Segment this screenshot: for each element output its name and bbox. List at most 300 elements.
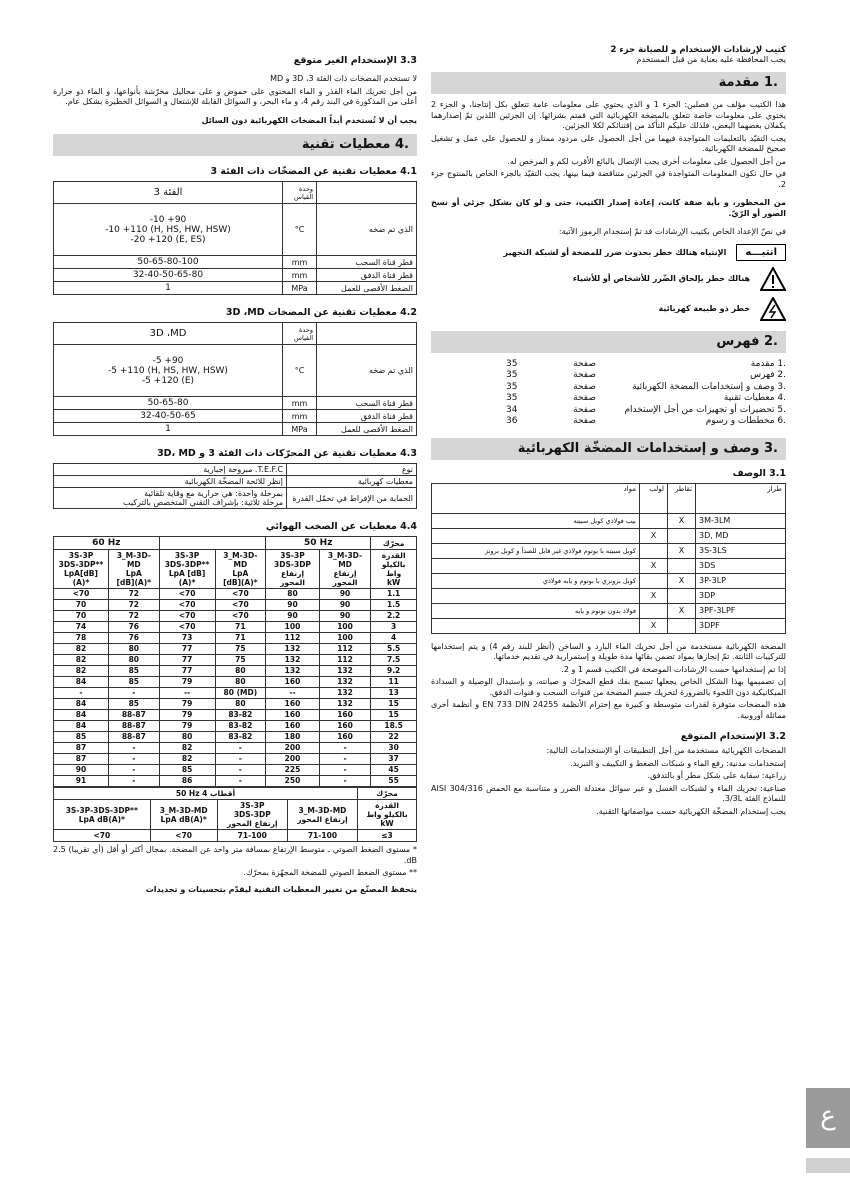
- value-cell: <70: [215, 611, 266, 622]
- material-cell: كوبل برونزي با بوتوم و يابه فولاذي: [432, 573, 640, 588]
- temperature-range: -5 +110 (H, HS, HW, HSW): [108, 365, 228, 376]
- section-4-4-heading: 4.4 معطيات عن الصخب الهوائي: [265, 521, 417, 532]
- section-3-1-heading: 3.1 الوصف: [732, 467, 786, 479]
- toc-label: .6 مخططات و رسوم: [705, 416, 786, 426]
- intro-paragraph: يجب التقيّد بالتعليمات المتواجدة فيهما من أجل الحصول على مردود ممتاز و للحصول على عمل و تشغيل صحيح للمضخة الكهربائية.: [431, 133, 786, 153]
- frequency-header: 60 Hz: [54, 537, 160, 550]
- column-header: القدرة بالكيلو واط kW: [371, 550, 417, 589]
- danger-icon: [760, 267, 786, 291]
- unit-cell: mm: [283, 410, 317, 423]
- warning-electric: [431, 297, 786, 321]
- table-row: [54, 269, 417, 282]
- toc-item[interactable]: [431, 382, 786, 394]
- unit-cell: MPa: [283, 282, 317, 295]
- table-row: [432, 558, 786, 573]
- table-header: مواد: [432, 483, 640, 513]
- table-row: [432, 588, 786, 603]
- section-3-2-heading: 3.2 الإستخدام المتوقع: [680, 731, 786, 742]
- value-cell: 160: [266, 710, 320, 721]
- toc-label: .2 فهرس: [750, 370, 786, 380]
- value-cell: 75: [215, 644, 266, 655]
- toc-page-word: صفحة: [573, 358, 596, 369]
- mark-cell: X: [640, 588, 668, 603]
- value-cell: 77: [159, 666, 215, 677]
- misuse-paragraph: من أجل تحريك الماء القذر و الماء المحتوي على حموض و على محاليل مخرّشة بأنواعها، و الماء ذو حرارة أعلى من المذكورة في البند رقم 4، و ماء البحر، و السوائل القابلة للإشتعال و السوائل الخطيرة بشكل عام.: [53, 86, 417, 106]
- page-tab-marker: [806, 1158, 850, 1173]
- value-cell: -: [215, 765, 266, 776]
- value-cell: 76: [108, 633, 159, 644]
- value-cell: 132: [319, 688, 370, 699]
- value-cell: 80 (MD): [215, 688, 266, 699]
- table-row: [54, 488, 417, 509]
- value-cell: <70: [159, 611, 215, 622]
- material-cell: فولاذ بدون بوتوم و يابه: [432, 603, 640, 618]
- value-cell: 84: [54, 721, 109, 732]
- value-cell: 84: [54, 710, 109, 721]
- value-cell: --: [266, 688, 320, 699]
- column-header: 3_M-3D-MD إرتفاع المحور: [319, 550, 370, 589]
- toc-item[interactable]: [431, 405, 786, 417]
- value-cell: -: [108, 776, 159, 787]
- value-cell: 87: [54, 743, 109, 754]
- value-cell: 70: [54, 611, 109, 622]
- value-cell: <70: [159, 622, 215, 633]
- section-3-heading: .3 وصف و إستخدامات المضخّة الكهربائية: [431, 438, 786, 460]
- mark-cell: X: [640, 558, 668, 573]
- value-cell: 77: [159, 644, 215, 655]
- value-cell: 1.5: [371, 600, 417, 611]
- value-cell: 55: [371, 776, 417, 787]
- table-row: [54, 677, 417, 688]
- page-language-tab: ع: [806, 1088, 850, 1148]
- mark-cell: [640, 603, 668, 618]
- value-cell: إنظر للائحة المضخّة الكهربائية: [54, 476, 287, 488]
- row-label: نوع: [287, 464, 417, 476]
- row-label: قطر قناة السحب: [317, 256, 417, 269]
- column-header: 3S-3P 3DS-3DP إرتفاع المحور: [266, 550, 320, 589]
- value-cell: 160: [319, 710, 370, 721]
- noise-table: [53, 536, 417, 787]
- class-header: 3D ،MD: [54, 323, 283, 345]
- motor-spec-table: [53, 463, 417, 509]
- value-cell: 30: [371, 743, 417, 754]
- table-row: [432, 528, 786, 543]
- value-cell: بمرحلة واحدة: هي حرارية مع وقاية تلقائية مرحلة ثلاثية: بإشراف التقني المتخصص بالتركيب: [54, 488, 287, 509]
- toc-item[interactable]: [431, 370, 786, 382]
- value-cell: 83-82: [215, 710, 266, 721]
- value-cell: 50-65-80-100: [54, 256, 283, 269]
- table-header: لولب: [640, 483, 668, 513]
- table-row: [54, 765, 417, 776]
- value-cell: 74: [54, 622, 109, 633]
- description-paragraph: إن تصميمها بهذا الشكل الخاص يجعلها تسمح بفك قطع المحرّك و صيانته، و بإستبدال الوصيلة و السدادة الميكانيكية دون اللجوء بالضرورة لتحريك جسم المضخة من قنوات السحب و قنوات الدفق.: [431, 677, 786, 697]
- warning-text: هنالك خطر بإلحاق الضّرر للأشخاص أو للأشياء: [572, 274, 750, 283]
- temperature-range: -5 +120 (E): [141, 375, 195, 386]
- section-4-2-heading: 4.2 معطيات تقنية عن المضخات 3D ،MD: [225, 307, 417, 318]
- value-cell: 15: [371, 710, 417, 721]
- misuse-paragraph: لا تستخدم المضخات ذات الفئة 3، 3D و MD: [270, 74, 417, 83]
- value-cell: 250: [266, 776, 320, 787]
- row-label: الذي تم ضخه: [317, 345, 417, 397]
- toc-page-word: صفحة: [573, 416, 596, 426]
- value-cell: 160: [266, 699, 320, 710]
- table-row: [54, 600, 417, 611]
- model-cell: 3DPF: [696, 618, 786, 633]
- value-cell: 72: [108, 589, 159, 600]
- table-row: [54, 256, 417, 269]
- model-cell: 3M-3LM: [696, 513, 786, 528]
- mark-cell: [668, 588, 696, 603]
- unit-cell: mm: [283, 256, 317, 269]
- value-cell: -: [215, 776, 266, 787]
- value-cell: 88-87: [108, 721, 159, 732]
- description-paragraph: إذا تم إستخدامها حسب الإرشادات الموضحة في الكتيب قسم 1 و 2.: [561, 664, 786, 674]
- value-cell: 79: [159, 699, 215, 710]
- toc-label: .4 معطيات تقنية: [723, 393, 786, 403]
- table-row: [54, 282, 417, 295]
- value-cell: 85: [159, 765, 215, 776]
- column-header: 3S-3P 3DS-3DP** LpA [dB](A)*: [159, 550, 215, 589]
- table-row: [432, 513, 786, 528]
- value-cell: 132: [319, 677, 370, 688]
- value-cell: 50-65-80: [54, 397, 283, 410]
- value-cell: 90: [266, 600, 320, 611]
- value-cell: 79: [159, 710, 215, 721]
- column-header: 3S-3P 3DS-3DP إرتفاع المحور: [217, 800, 287, 830]
- value-cell: 82: [159, 743, 215, 754]
- model-cell: 3D, MD: [696, 528, 786, 543]
- value-cell: 90: [266, 611, 320, 622]
- value-cell: 22: [371, 732, 417, 743]
- unit-cell: MPa: [283, 423, 317, 436]
- value-cell: 70: [54, 600, 109, 611]
- unit-header: وحدة القياس: [283, 323, 317, 345]
- model-cell: 3PF-3LPF: [696, 603, 786, 618]
- value-cell: 160: [266, 677, 320, 688]
- value-cell: -: [108, 688, 159, 699]
- usage-paragraph: صناعية: تحريك الماء و لشبكات الغسل و عبر سوائل معتدلة الضرر و متناسبة مع الحمض AISI 304/316 للنماذج الفئة 3/3L.: [431, 783, 786, 803]
- table-of-contents: [431, 359, 786, 428]
- value-cell: 200: [266, 743, 320, 754]
- value-cell: 32-40-50-65: [54, 410, 283, 423]
- value-cell: -: [215, 754, 266, 765]
- value-cell: 78: [54, 633, 109, 644]
- toc-label: .3 وصف و إستخدامات المضخة الكهربائية: [632, 381, 786, 392]
- toc-item[interactable]: [431, 416, 786, 428]
- warning-attention: [431, 244, 786, 261]
- section-4-1-heading: 4.1 معطيات تقنية عن المضخّات ذات الفئة 3: [210, 166, 417, 177]
- value-cell: 132: [319, 699, 370, 710]
- value-cell: 160: [266, 721, 320, 732]
- column-header: 3S-3P 3DS-3DP** LpA[dB](A)*: [54, 550, 109, 589]
- toc-item[interactable]: [431, 393, 786, 405]
- header-title: كتيب لإرشادات الإستخدام و للصيانة جزء 2: [610, 45, 786, 55]
- table-row: [54, 397, 417, 410]
- value-cell: ≤3: [358, 830, 417, 842]
- temperature-range: -10 +90: [149, 214, 187, 225]
- table-row: [54, 633, 417, 644]
- value-cell: 85: [108, 677, 159, 688]
- column-header: 3_M-3D-MD LpA [dB](A)*: [108, 550, 159, 589]
- value-cell: 85: [54, 732, 109, 743]
- value-cell: 132: [319, 666, 370, 677]
- toc-page-number: 35: [506, 358, 518, 369]
- value-cell: 86: [159, 776, 215, 787]
- copyright-warning: من المحظور، و بأية صفة كانت، إعادة إصدار الكتيب، حتى و لو كان بشكل جزئي أو نسخ الصور أو الرّيّ.: [431, 198, 786, 218]
- value-cell: --: [159, 688, 215, 699]
- mark-cell: [668, 618, 696, 633]
- left-column: [53, 45, 417, 897]
- toc-item[interactable]: [431, 359, 786, 371]
- value-cell: 100: [266, 622, 320, 633]
- value-cell: 80: [159, 732, 215, 743]
- table-row: [54, 464, 417, 476]
- value-cell: 91: [54, 776, 109, 787]
- unit-header: وحدة القياس: [283, 182, 317, 204]
- table-row: [54, 830, 417, 842]
- table-header: طراز: [696, 483, 786, 513]
- value-cell: 72: [108, 600, 159, 611]
- unit-cell: °C: [283, 345, 317, 397]
- value-cell: 84: [54, 677, 109, 688]
- table-row: [54, 622, 417, 633]
- toc-page-word: صفحة: [573, 381, 596, 392]
- temperature-range: -10 +110 (H, HS, HW, HSW): [105, 224, 231, 235]
- value-cell: 100: [319, 633, 370, 644]
- unit-cell: mm: [283, 269, 317, 282]
- table-row: [54, 423, 417, 436]
- value-cell: 80: [108, 655, 159, 666]
- value-cell: 90: [54, 765, 109, 776]
- mark-cell: [640, 513, 668, 528]
- value-cell: -: [108, 765, 159, 776]
- table-row: [432, 603, 786, 618]
- usage-paragraph: إستخدامات مدنية: رفع الماء و شبكات الضغط و التكييف و التبريد.: [570, 758, 786, 768]
- value-cell: <70: [159, 600, 215, 611]
- value-cell: 15: [371, 699, 417, 710]
- intro-paragraph: في حال تكون المعلومات المتواجدة في الجزئين متناقضة فيما بينها، يجب التقيّد بالجزء الخاص بالمنتوج جزء 2.: [431, 169, 786, 189]
- value-cell: -: [319, 776, 370, 787]
- value-cell: 80: [215, 666, 266, 677]
- electric-hazard-icon: [760, 297, 786, 321]
- model-cell: 3S-3LS: [696, 543, 786, 558]
- toc-label: .5 تحضيرات أو تجهيزات من أجل الإستخدام: [624, 404, 786, 415]
- value-cell: 132: [266, 666, 320, 677]
- value-cell: 82: [54, 655, 109, 666]
- mark-cell: X: [640, 528, 668, 543]
- value-cell: 37: [371, 754, 417, 765]
- mark-cell: X: [668, 603, 696, 618]
- intro-paragraph: هذا الكتيب مؤلف من فصلين: الجزء 1 و الذي يحتوي على معلومات عامة تتعلق بكل إنتاجنا، و الجزء 2 يحتوي على معلومات خاصة تتعلق بالمضخة الكهربائية التي قمتم بشرائها. إن الجزئين اللذين تمّ إصدارهما يكملان بعضهما البعض، فلذلك عليكم التأكد من إقتنائكم لكلا الجزئين.: [431, 100, 786, 130]
- value-cell: T.E.F.C. مبروحة إجبارية: [54, 464, 287, 476]
- value-cell: 72: [108, 611, 159, 622]
- toc-page-number: 34: [506, 404, 518, 415]
- model-cell: 3P-3LP: [696, 573, 786, 588]
- usage-paragraph: زراعية: سقاية على شكل مطر أو بالتدفق.: [647, 771, 786, 780]
- value-cell: <70: [215, 600, 266, 611]
- value-cell: 1: [54, 282, 283, 295]
- value-cell: 90: [319, 600, 370, 611]
- description-table: [431, 483, 786, 634]
- table-row: [54, 611, 417, 622]
- material-cell: [432, 558, 640, 573]
- material-cell: كوبل سبيته با بوتوم فولاذي غير قابل للصدأ و كوبل برونز: [432, 543, 640, 558]
- warning-text: خطر ذو طبيعة كهربائية: [658, 304, 750, 313]
- value-cell: 82: [159, 754, 215, 765]
- model-cell: 3DP: [696, 588, 786, 603]
- value-cell: 87: [54, 754, 109, 765]
- value-cell: 180: [266, 732, 320, 743]
- value-cell: 4: [371, 633, 417, 644]
- footnote: ** مستوى الضغط الصوتي للمضخة المجهّزة بمحرّك.: [243, 868, 417, 877]
- frequency-header: 50 Hz 4 أقطاب: [54, 788, 358, 800]
- motor-header: محرّك: [371, 537, 417, 550]
- table-row: [432, 543, 786, 558]
- value-cell: -: [215, 743, 266, 754]
- table-row: [54, 688, 417, 699]
- row-label: الضغط الأقصى للعمل: [317, 423, 417, 436]
- usage-paragraph: المضخات الكهربائية مستخدمة من أجل التطبيقات أو الإستخدامات التالية:: [546, 746, 786, 755]
- value-cell: 1.1: [371, 589, 417, 600]
- value-cell: <70: [54, 830, 151, 842]
- mark-cell: [668, 528, 696, 543]
- value-cell: 84: [54, 699, 109, 710]
- value-cell: 2.2: [371, 611, 417, 622]
- value-cell: 71-100: [217, 830, 287, 842]
- column-header: 3S-3P-3DS-3DP** LpA dB(A)*: [54, 800, 151, 830]
- row-label: الحماية من الإفراط في تحمّل القدرة: [287, 488, 417, 509]
- value-cell: -: [108, 754, 159, 765]
- value-cell: 7.5: [371, 655, 417, 666]
- value-cell: 76: [108, 622, 159, 633]
- value-cell: 11: [371, 677, 417, 688]
- unit-cell: mm: [283, 397, 317, 410]
- table-row: [54, 589, 417, 600]
- misuse-warning: يجب أن لا تُستخدم أبداً المضخات الكهربائية دون السائل: [201, 115, 417, 125]
- description-paragraph: المضخة الكهربائية مستخدمة من أجل تحريك الماء البارد و الساخن (أنظر للبند رقم 4) و يتم إستخدامها للتركيبات الثابتة. تمّ إنجازها بمواد تضمن بقائها مدة طويلة و إستمرارية في تقديم خدماتها.: [431, 641, 786, 661]
- value-cell: 80: [266, 589, 320, 600]
- value-cell: 82: [54, 644, 109, 655]
- value-cell: 83-82: [215, 721, 266, 732]
- value-cell: -: [319, 754, 370, 765]
- value-cell: 45: [371, 765, 417, 776]
- value-cell: 80: [215, 699, 266, 710]
- table-row: [432, 618, 786, 633]
- toc-page-word: صفحة: [573, 404, 596, 415]
- toc-page-word: صفحة: [573, 370, 596, 380]
- value-cell: 85: [108, 699, 159, 710]
- table-row: [54, 754, 417, 765]
- mark-cell: X: [668, 543, 696, 558]
- frequency-header: 50 Hz: [266, 537, 371, 550]
- value-cell: -: [54, 688, 109, 699]
- mark-cell: [640, 573, 668, 588]
- value-cell: 79: [159, 677, 215, 688]
- table-row: [54, 732, 417, 743]
- value-cell: 75: [215, 655, 266, 666]
- value-cell: 80: [108, 644, 159, 655]
- column-header: 3_M-3D-MD إرتفاع المحور: [287, 800, 357, 830]
- row-label: قطر قناة الدفق: [317, 410, 417, 423]
- toc-page-number: 36: [506, 416, 518, 426]
- value-cell: 77: [159, 655, 215, 666]
- value-cell: 112: [319, 655, 370, 666]
- value-cell: 73: [159, 633, 215, 644]
- model-cell: 3DS: [696, 558, 786, 573]
- row-label: معطيات كهربائية: [287, 476, 417, 488]
- material-cell: [432, 528, 640, 543]
- row-label: الذي تم ضخه: [317, 204, 417, 256]
- temperature-range: -20 +120 (E, ES): [130, 234, 206, 245]
- table-row: [54, 655, 417, 666]
- value-cell: 5.5: [371, 644, 417, 655]
- material-cell: بيب فولاذي كوبل سبيته: [432, 513, 640, 528]
- mark-cell: X: [668, 513, 696, 528]
- mark-cell: X: [640, 618, 668, 633]
- value-cell: <70: [159, 589, 215, 600]
- value-cell: 83-82: [215, 732, 266, 743]
- spec-table-3d-md: [53, 322, 417, 436]
- class-header: الفئة 3: [54, 182, 283, 204]
- value-cell: 9.2: [371, 666, 417, 677]
- value-cell: -: [108, 743, 159, 754]
- row-label: الضغط الأقصى للعمل: [317, 282, 417, 295]
- temperature-range: -5 +90: [152, 355, 184, 366]
- table-header: تقاطر: [668, 483, 696, 513]
- footnote: * مستوى الضغط الصوتي ـ متوسط الإرتفاع بمسافة متر واحد عن المضخة. بمجال أكثر أو أقل (أي تقريبا) 2.5 dB.: [53, 845, 417, 865]
- value-cell: 100: [319, 622, 370, 633]
- row-label: قطر قناة الدفق: [317, 269, 417, 282]
- table-row: [54, 644, 417, 655]
- value-cell: 200: [266, 754, 320, 765]
- intro-paragraph: من أجل الحصول على معلومات أخرى يجب الإتصال بالبائع الأقرب لكم و المرخص له.: [507, 156, 786, 166]
- table-row: [54, 743, 417, 754]
- value-cell: 88-87: [108, 732, 159, 743]
- value-cell: -: [319, 765, 370, 776]
- material-cell: [432, 588, 640, 603]
- toc-page-number: 35: [506, 393, 518, 403]
- value-cell: 90: [319, 589, 370, 600]
- table-row: [54, 666, 417, 677]
- value-cell: 132: [266, 644, 320, 655]
- mark-cell: [668, 558, 696, 573]
- value-cell: 112: [266, 633, 320, 644]
- column-header: 3_M-3D-MD LpA dB(A)*: [150, 800, 217, 830]
- usage-paragraph: يجب إستخدام المضخّة الكهربائية حسب مواصفاتها التقنية.: [596, 806, 786, 816]
- value-cell: 88-87: [108, 710, 159, 721]
- value-cell: <70: [150, 830, 217, 842]
- value-cell: 3: [371, 622, 417, 633]
- symbols-intro: في نصّ الإعداد الخاص بكتيب الإرشادات قد تمّ إستخدام الرموز الآتية:: [558, 227, 786, 236]
- toc-page-number: 35: [506, 370, 518, 380]
- table-row: [54, 476, 417, 488]
- row-label: قطر قناة السحب: [317, 397, 417, 410]
- attention-box: انتبـــه: [736, 244, 786, 261]
- spec-table-class-3: [53, 181, 417, 295]
- table-row: [54, 721, 417, 732]
- column-header: القدرة بالكيلو واط kW: [358, 800, 417, 830]
- unit-cell: °C: [283, 204, 317, 256]
- value-cell: 90: [319, 611, 370, 622]
- value-cell: 18.5: [371, 721, 417, 732]
- value-cell: 112: [319, 644, 370, 655]
- material-cell: [432, 618, 640, 633]
- manufacturer-note: يتحفظ المصنّع من تغيير المعطيات التقنية ليقدّم بتحسينات و تجديدات: [145, 884, 417, 894]
- table-row: [54, 776, 417, 787]
- value-cell: <70: [215, 589, 266, 600]
- warning-text: الإنتباه هنالك خطر بحدوث ضرر للمضخة أو لشبكة التجهيز: [503, 247, 727, 257]
- value-cell: 160: [319, 732, 370, 743]
